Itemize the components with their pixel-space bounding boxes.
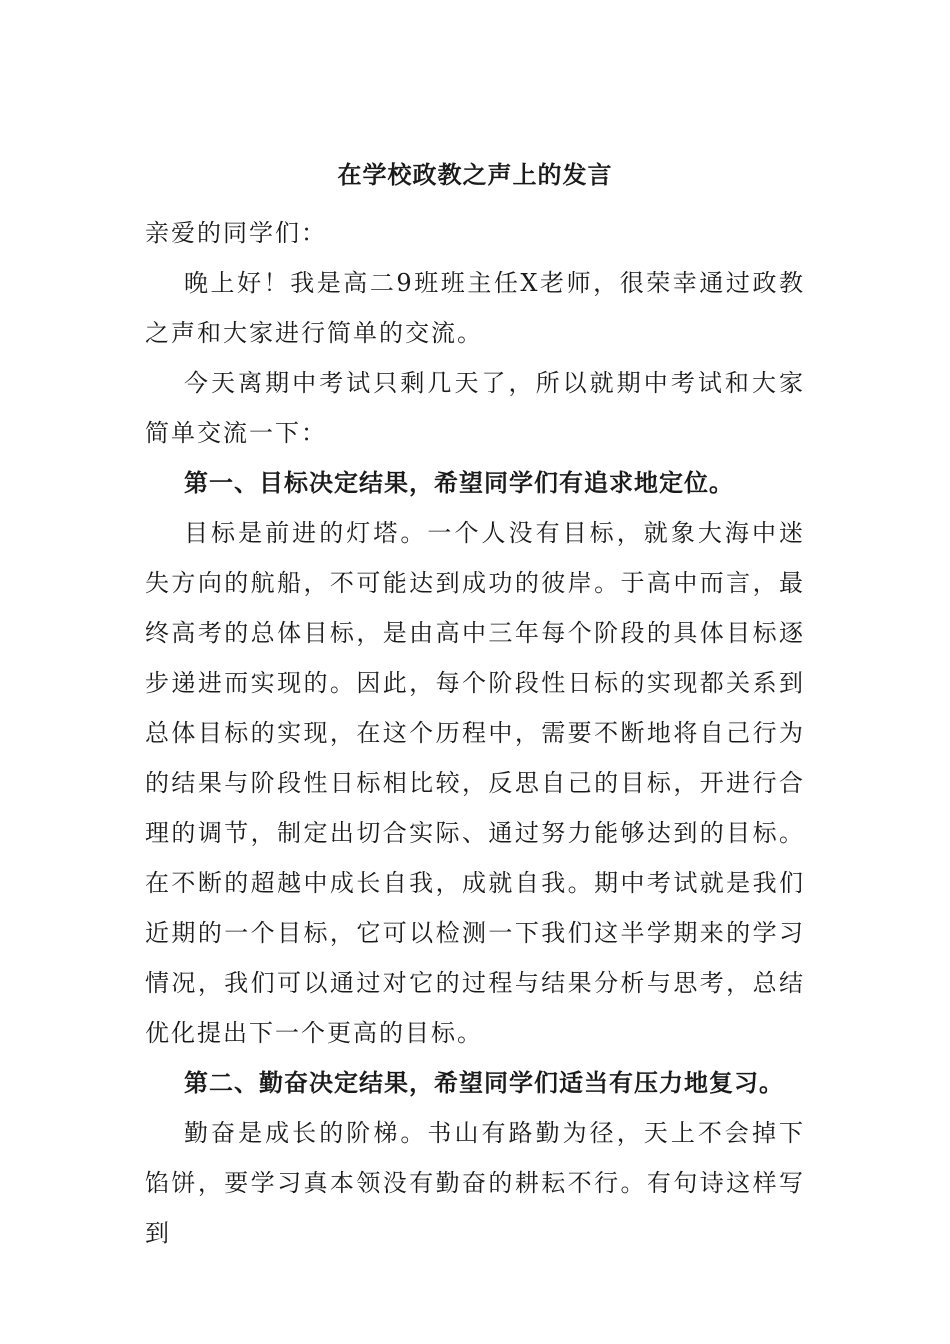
document-title: 在学校政教之声上的发言 bbox=[337, 160, 613, 189]
section-heading-1: 第一、目标决定结果，希望同学们有追求地定位。 bbox=[184, 468, 734, 497]
section-body-2: 勤奋是成长的阶梯。书山有路勤为径，天上不会掉下馅饼，要学习真本领没有勤奋的耕耘不行。有句诗这样写到 bbox=[145, 1119, 805, 1247]
section-heading-2: 第二、勤奋决定结果，希望同学们适当有压力地复习。 bbox=[184, 1068, 784, 1097]
intro-paragraph: 今天离期中考试只剩几天了，所以就期中考试和大家简单交流一下： bbox=[145, 369, 805, 447]
document-body bbox=[145, 150, 805, 1258]
salutation: 亲爱的同学们： bbox=[145, 219, 327, 247]
section-body-1: 目标是前进的灯塔。一个人没有目标，就象大海中迷失方向的航船，不可能达到成功的彼岸。于高中而言，最终高考的总体目标，是由高中三年每个阶段的具体目标逐步递进而实现的。因此，每个阶段性日标的实现都关系到总体目标的实现，在这个历程中，需要不断地将自己行为的结果与阶段性日标相比较，反思自己的目标，开进行合理的调节，制定出切合实际、通过努力能够达到的目标。在不断的超越中成长自我，成就自我。期中考试就是我们近期的一个目标，它可以检测一下我们这半学期来的学习情况，我们可以通过对它的过程与结果分析与思考，总结优化提出下一个更高的目标。 bbox=[145, 519, 805, 1047]
greeting-paragraph: 晚上好！我是高二9班班主任X老师，很荣幸通过政教之声和大家进行简单的交流。 bbox=[145, 269, 805, 347]
